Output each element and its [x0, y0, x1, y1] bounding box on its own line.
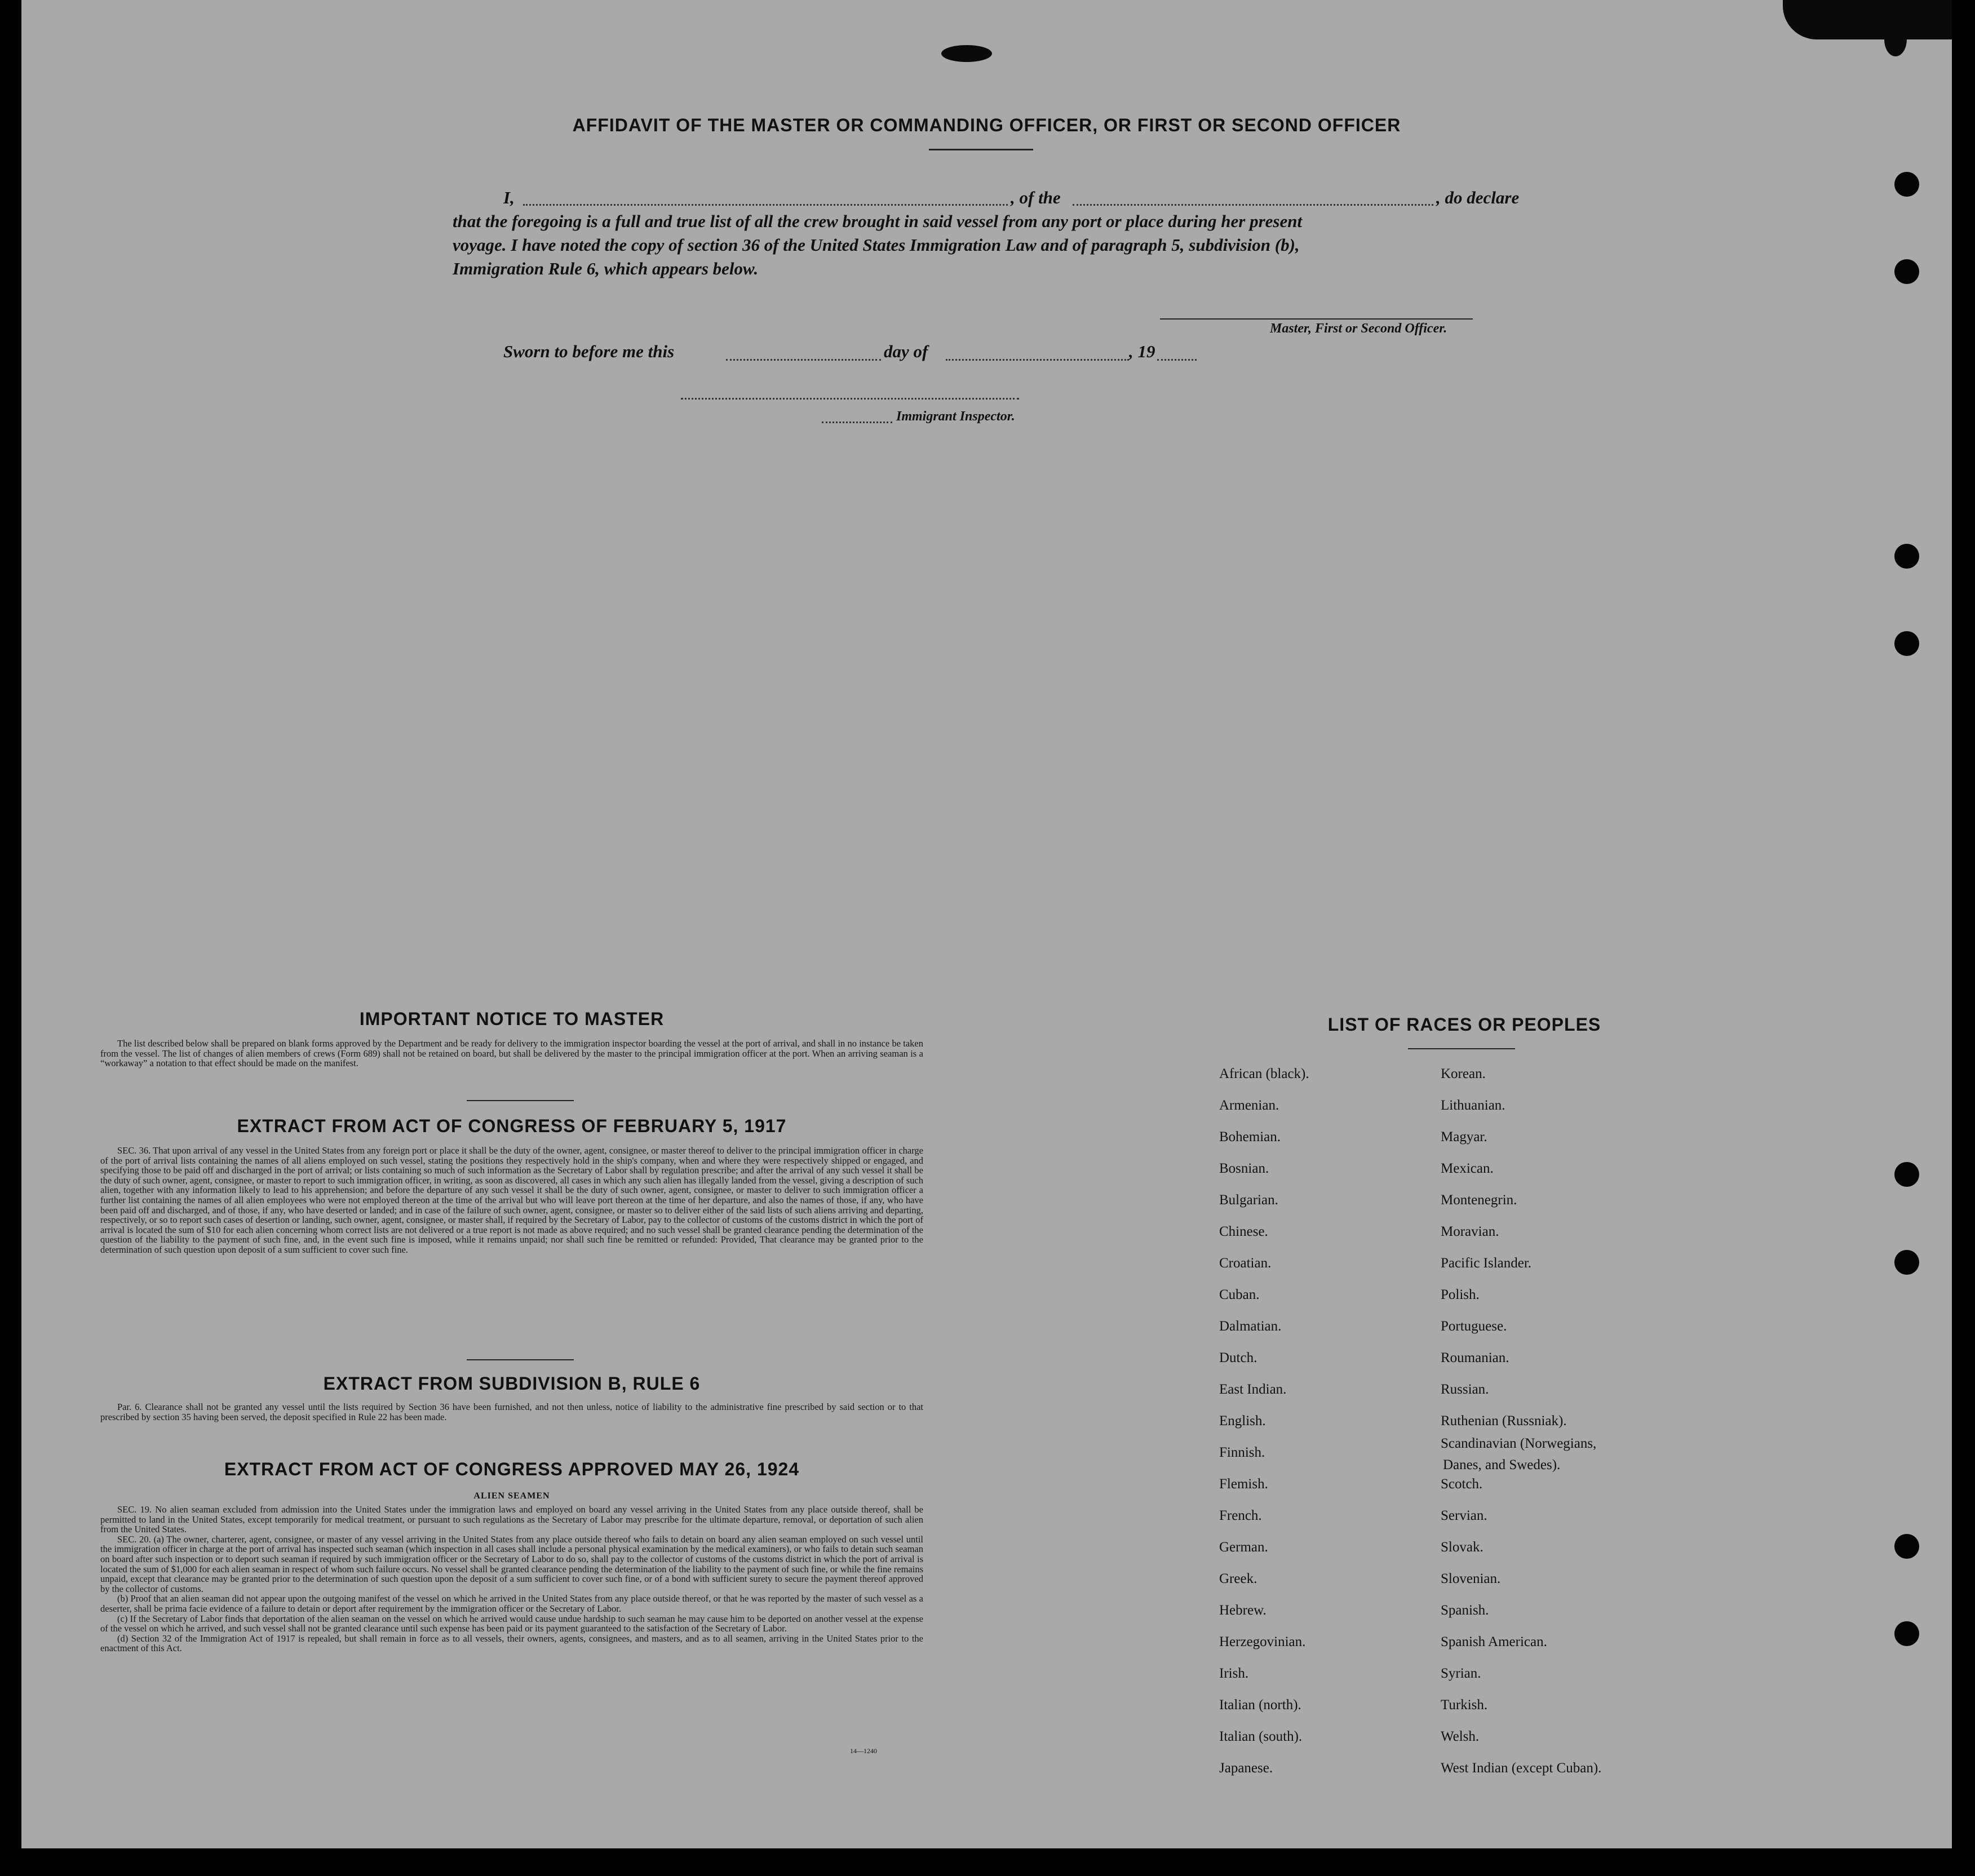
- race-item: Hebrew.: [1219, 1603, 1267, 1618]
- race-item: Scotch.: [1441, 1476, 1483, 1492]
- sworn-prefix: Sworn to before me this: [503, 342, 675, 361]
- par-6-paragraph: Par. 6. Clearance shall not be granted any vessel until the lists required by Section 36 have been furnished, and not then unless, notice of liability to the administrative fine prescribed by said section or to that prescribed by section 35 having been served, the deposit specified in Rule 22 has been made.: [100, 1402, 923, 1422]
- race-item: German.: [1219, 1540, 1268, 1555]
- vessel-line: [1073, 204, 1433, 206]
- race-item: Bosnian.: [1219, 1161, 1269, 1176]
- sworn-year: , 19: [1129, 342, 1155, 361]
- scan-blot: [941, 45, 992, 62]
- race-item: East Indian.: [1219, 1382, 1287, 1397]
- race-item: Armenian.: [1219, 1098, 1279, 1113]
- notice-title: IMPORTANT NOTICE TO MASTER: [359, 1009, 665, 1029]
- extract-1917-title: EXTRACT FROM ACT OF CONGRESS OF FEBRUARY 5, 1917: [237, 1116, 787, 1136]
- divider: [467, 1359, 574, 1360]
- race-item: Slovenian.: [1441, 1571, 1501, 1586]
- affidavit-line-2: that the foregoing is a full and true list of all the crew brought in said vessel from any port or place during her present: [453, 211, 1303, 231]
- inspector-label: Immigrant Inspector.: [896, 409, 1015, 424]
- punch-hole: [1894, 631, 1919, 656]
- race-item: Italian (south).: [1219, 1729, 1303, 1744]
- punch-hole: [1894, 1250, 1919, 1275]
- race-item: French.: [1219, 1508, 1262, 1523]
- affidavit-title: AFFIDAVIT OF THE MASTER OR COMMANDING OFFICER, OR FIRST OR SECOND OFFICER: [572, 115, 1401, 135]
- race-item: Dutch.: [1219, 1350, 1257, 1365]
- extract-1917-text: [100, 1146, 923, 1255]
- scan-blot: [1783, 0, 1952, 39]
- race-item: Montenegrin.: [1441, 1192, 1517, 1208]
- extract-1924-title: EXTRACT FROM ACT OF CONGRESS APPROVED MAY 26, 1924: [224, 1459, 800, 1479]
- divider: [467, 1100, 574, 1101]
- notice-paragraph: The list described below shall be prepared on blank forms approved by the Department and be ready for delivery to the immigration inspector boarding the vessel at the port of arrival, and shall in no instance be taken from the vessel. The list of changes of alien members of crews (Form 689) shall not be retained on board, but shall be delivered by the master to the principal immigration officer at the port. When an arriving seaman is a “workaway” a notation to that effect should be made on the manifest.: [100, 1038, 923, 1069]
- form-number: 14—1240: [850, 1747, 877, 1755]
- scan-blot: [1884, 23, 1907, 56]
- race-item: West Indian (except Cuban).: [1441, 1760, 1602, 1776]
- sec-20c-paragraph: (c) If the Secretary of Labor finds that deportation of the alien seaman on the vessel on which he arrived would cause undue hardship to such seaman he may cause him to be deported on another vessel at the expense of the vessel on which he arrived, and such vessel shall not be granted clearance until such expense has been paid or its payment guaranteed to the satisfaction of the Secretary of Labor.: [100, 1613, 923, 1634]
- inspector-line: [681, 398, 1019, 400]
- race-item: Dalmatian.: [1219, 1319, 1282, 1334]
- race-item: Flemish.: [1219, 1476, 1268, 1492]
- race-item: Cuban.: [1219, 1287, 1260, 1302]
- race-continuation: Danes, and Swedes).: [1443, 1457, 1561, 1473]
- extract-1924-text: [100, 1505, 923, 1653]
- race-item: Lithuanian.: [1441, 1098, 1505, 1113]
- affidavit-i: I,: [503, 188, 515, 207]
- rule-6-title: EXTRACT FROM SUBDIVISION B, RULE 6: [323, 1373, 701, 1394]
- race-item: Turkish.: [1441, 1697, 1488, 1713]
- race-item: Korean.: [1441, 1066, 1486, 1081]
- race-item: Russian.: [1441, 1382, 1489, 1397]
- race-item: Greek.: [1219, 1571, 1257, 1586]
- punch-hole: [1894, 172, 1919, 197]
- races-title: LIST OF RACES OR PEOPLES: [1327, 1014, 1601, 1035]
- punch-hole: [1894, 259, 1919, 284]
- race-item: Portuguese.: [1441, 1319, 1507, 1334]
- sworn-month-line: [946, 359, 1129, 361]
- race-item: Scandinavian (Norwegians,: [1441, 1436, 1597, 1451]
- sec-20d-paragraph: (d) Section 32 of the Immigration Act of 1917 is repealed, but shall remain in force as to all vessels, their owners, agents, consignees, and masters, and as to all seamen, arriving in the United States prior to the enactment of this Act.: [100, 1633, 923, 1654]
- divider: [1408, 1048, 1515, 1049]
- sec-20a-paragraph: SEC. 20. (a) The owner, charterer, agent, consignee, or master of any vessel arriving in the United States from any place outside thereof who fails to detain on board any alien seaman employed on such vessel until the immigration officer in charge at the port of arrival has inspected such seaman (which inspection in all cases shall include a personal physical examination by the medical examiners), or who fails to detain such seaman on board after such inspection or to deport such seaman if required by such immigration officer or the Secretary of Labor to do so, shall pay to the collector of customs of the customs district in which the port of arrival is located the sum of $1,000 for each alien seaman in respect of whom such failure occurs. No vessel shall be granted clearance pending the determination of the liability to the payment of such fine, or while the fine remains unpaid, except that clearance may be granted prior to the determination of such question upon the deposit of a sum sufficient to cover such fine, or of a bond with sufficient surety to secure the payment thereof approved by the collector of customs.: [100, 1533, 923, 1594]
- race-item: Herzegovinian.: [1219, 1634, 1306, 1649]
- punch-hole: [1894, 544, 1919, 569]
- race-item: Magyar.: [1441, 1129, 1487, 1145]
- sworn-year-line: [1157, 359, 1197, 361]
- race-item: Servian.: [1441, 1508, 1487, 1523]
- sec-19-paragraph: SEC. 19. No alien seaman excluded from admission into the United States under the immigration laws and employed on board any vessel arriving in the United States from any place outside thereof, shall be permitted to land in the United States, except temporarily for medical treatment, or pursuant to such regulations as the Secretary of Labor may prescribe for the ultimate departure, removal, or deportation of such alien from the United States.: [100, 1504, 923, 1535]
- affidavit-line-4: Immigration Rule 6, which appears below.: [453, 259, 759, 278]
- race-item: Croatian.: [1219, 1256, 1272, 1271]
- sworn-day-line: [726, 359, 881, 361]
- sworn-day-of: day of: [884, 342, 928, 361]
- race-item: Italian (north).: [1219, 1697, 1301, 1713]
- race-item: Roumanian.: [1441, 1350, 1509, 1365]
- race-item: Chinese.: [1219, 1224, 1268, 1239]
- sec-20b-paragraph: (b) Proof that an alien seaman did not appear upon the outgoing manifest of the vessel on which he arrived in the United States from any place outside thereof, or that he was reported by the master of such vessel as a deserter, shall be prima facie evidence of a failure to detain or deport after requirement by the immigration officer or the Secretary of Labor.: [100, 1593, 923, 1614]
- race-item: Pacific Islander.: [1441, 1256, 1532, 1271]
- race-item: Irish.: [1219, 1666, 1249, 1681]
- document-page: [21, 0, 1952, 1848]
- rule-6-text: [100, 1402, 923, 1422]
- race-item: Moravian.: [1441, 1224, 1499, 1239]
- punch-hole: [1894, 1162, 1919, 1187]
- race-item: Slovak.: [1441, 1540, 1484, 1555]
- name-line: [523, 204, 1008, 206]
- punch-hole: [1894, 1621, 1919, 1646]
- race-item: Syrian.: [1441, 1666, 1481, 1681]
- race-item: Spanish.: [1441, 1603, 1489, 1618]
- race-item: African (black).: [1219, 1066, 1309, 1081]
- affidavit-of-the: , of the: [1011, 188, 1061, 207]
- affidavit-declare: , do declare: [1436, 188, 1520, 207]
- affidavit-line-3: voyage. I have noted the copy of section 36 of the United States Immigration Law and of paragraph 5, subdivision (b),: [453, 235, 1300, 255]
- race-item: Welsh.: [1441, 1729, 1480, 1744]
- race-item: Finnish.: [1219, 1445, 1265, 1460]
- inspector-short-line: [822, 422, 892, 423]
- master-signature-label: Master, First or Second Officer.: [1270, 321, 1447, 336]
- sec-36-paragraph: SEC. 36. That upon arrival of any vessel in the United States from any foreign port or place it shall be the duty of the owner, agent, consignee, or master thereof to deliver to the principal immigration officer in charge of the port of arrival lists containing the names of all aliens employed on such vessel, stating the positions they respectively hold in the ship's company, when and where they were respectively shipped or engaged, and specifying those to be paid off and discharged in the port of arrival; or lists containing so much of such information as the Secretary of Labor shall by regulation prescribe; and after the arrival of any such vessel it shall be the duty of such owner, agent, consignee, or master to report to such immigration officer, in writing, as soon as discovered, all cases in which any such alien has illegally landed from the vessel, giving a description of such alien, together with any information likely to lead to his apprehension; and before the departure of any such vessel it shall be the duty of such owner, agent, consignee, or master to deliver to such immigration officer a further list containing the names of all alien employees who were not employed thereon at the time of the arrival but who will leave port thereon at the time of her departure, and also the names of those, if any, who have been paid off and discharged, and of those, if any, who have deserted or landed; and in case of the failure of such owner, agent, consignee, or master so to deliver either of the said lists of such aliens arriving and departing, respectively, or so to report such cases of desertion or landing, such owner, agent, consignee, or master shall, if required by the Secretary of Labor, pay to the collector of customs of the customs district in which the port of arrival is located the sum of $10 for each alien concerning whom correct lists are not delivered or a true report is not made as above required; and no such vessel shall be granted clearance pending the determination of the question of the liability to the payment of such fine, and, in the event such fine is imposed, while it remains unpaid; nor shall such fine be remitted or refunded: Provided, That clearance may be granted prior to the determination of such question upon deposit of a sum sufficient to cover such fine.: [100, 1145, 923, 1255]
- race-item: English.: [1219, 1413, 1266, 1429]
- race-item: Polish.: [1441, 1287, 1480, 1302]
- race-item: Spanish American.: [1441, 1634, 1547, 1649]
- divider: [929, 149, 1033, 150]
- race-item: Japanese.: [1219, 1760, 1273, 1776]
- race-item: Ruthenian (Russniak).: [1441, 1413, 1567, 1429]
- race-item: Bulgarian.: [1219, 1192, 1278, 1208]
- master-signature-line: [1160, 318, 1473, 320]
- race-item: Bohemian.: [1219, 1129, 1281, 1145]
- punch-hole: [1894, 1534, 1919, 1559]
- race-item: Mexican.: [1441, 1161, 1494, 1176]
- alien-seamen-subtitle: ALIEN SEAMEN: [473, 1491, 550, 1501]
- notice-text: [100, 1039, 923, 1068]
